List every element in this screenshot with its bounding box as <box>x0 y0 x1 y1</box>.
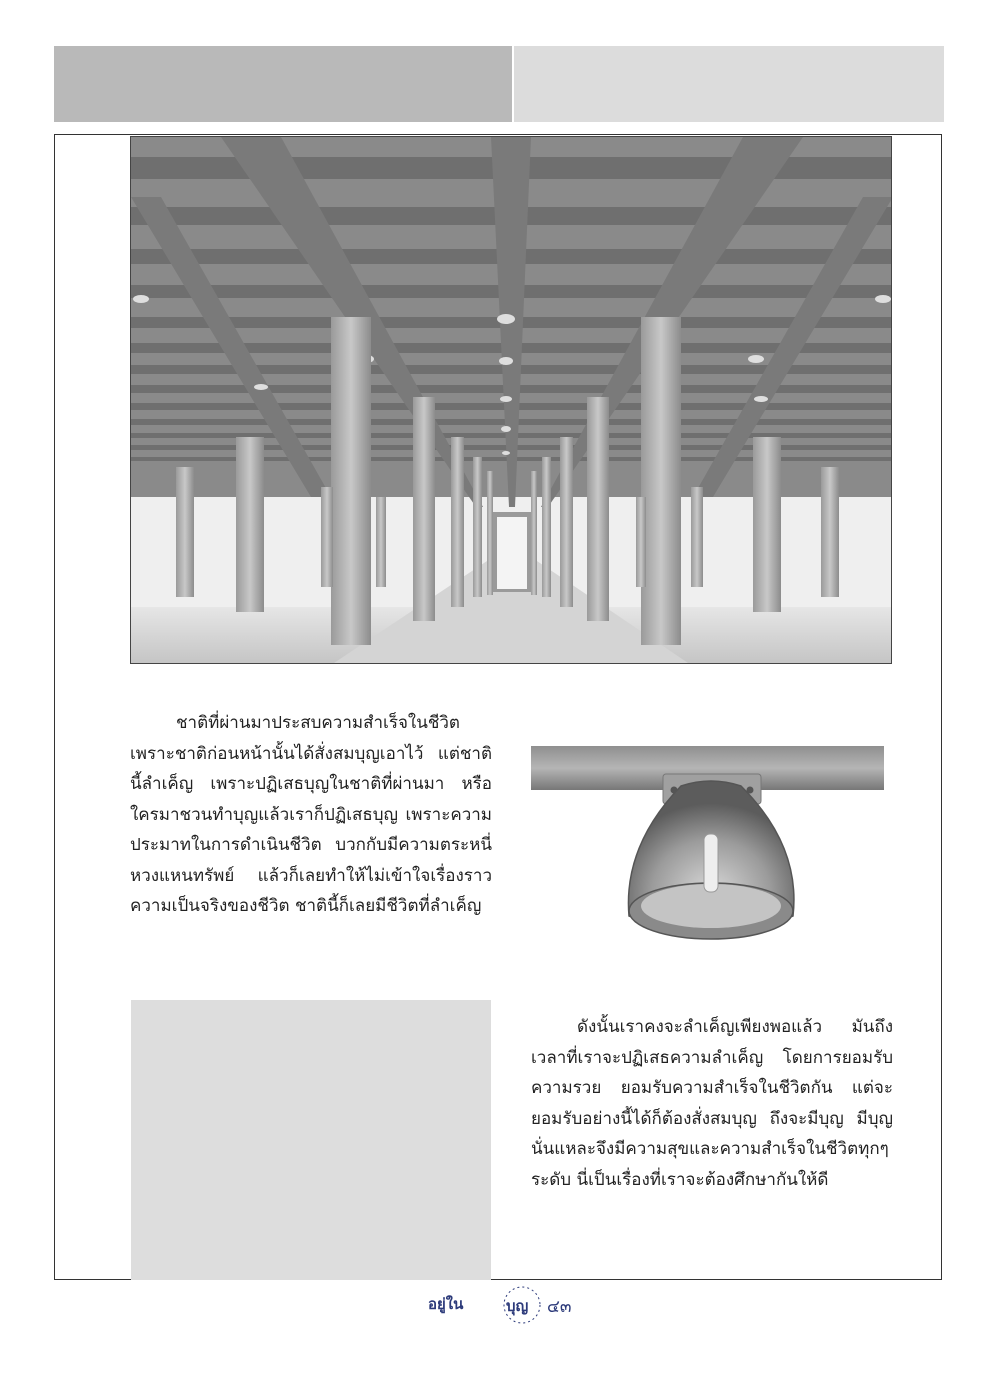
grey-placeholder-box <box>131 1000 491 1280</box>
body-paragraph-1-text: ชาติที่ผ่านมาประสบความสำเร็จในชีวิต เพราะชาติก่อนหน้านั้นได้สั่งสมบุญเอาไว้ แต่ชาตินี้ลำเค็ญ เพราะปฏิเสธบุญในชาติที่ผ่านมา หรือใครมาชวนทำบุญแล้วเราก็ปฏิเสธบุญ เพราะความประมาทในการดำเนินชีวิต บวกกับมีความตระหนี่หวงแหนทรัพย์ แล้วก็เลยทำให้ไม่เข้าใจเรื่องราวความเป็นจริงของชีวิต ชาตินี้ก็เลยมีชีวิตที่ลำเค็ญ <box>130 713 492 916</box>
header-band-light <box>514 46 944 122</box>
body-paragraph-1 <box>130 708 492 922</box>
body-paragraph-2-text: ดังนั้นเราคงจะลำเค็ญเพียงพอแล้ว มันถึงเวลาที่เราจะปฏิเสธความลำเค็ญ โดยการยอมรับความรวย ยอมรับความสำเร็จในชีวิตกัน แต่จะยอมรับอย่างนี้ได้ก็ต้องสั่งสมบุญ ถึงจะมีบุญ มีบุญนั่นแหละจึงมีความสุขและความสำเร็จในชีวิตทุกๆระดับ นี่เป็นเรื่องที่เราจะต้องศึกษากันให้ดี <box>531 1017 893 1190</box>
logo-text-right: บุญ <box>506 1297 529 1315</box>
logo-text-left: อยู่ใน <box>428 1295 464 1313</box>
pendant-lamp-photo <box>531 746 884 956</box>
footer-logo <box>426 1283 546 1331</box>
page-number: ๔๓ <box>547 1297 572 1317</box>
header-band-dark <box>54 46 512 122</box>
body-paragraph-2 <box>531 1012 893 1195</box>
colonnade-photo <box>130 136 892 664</box>
